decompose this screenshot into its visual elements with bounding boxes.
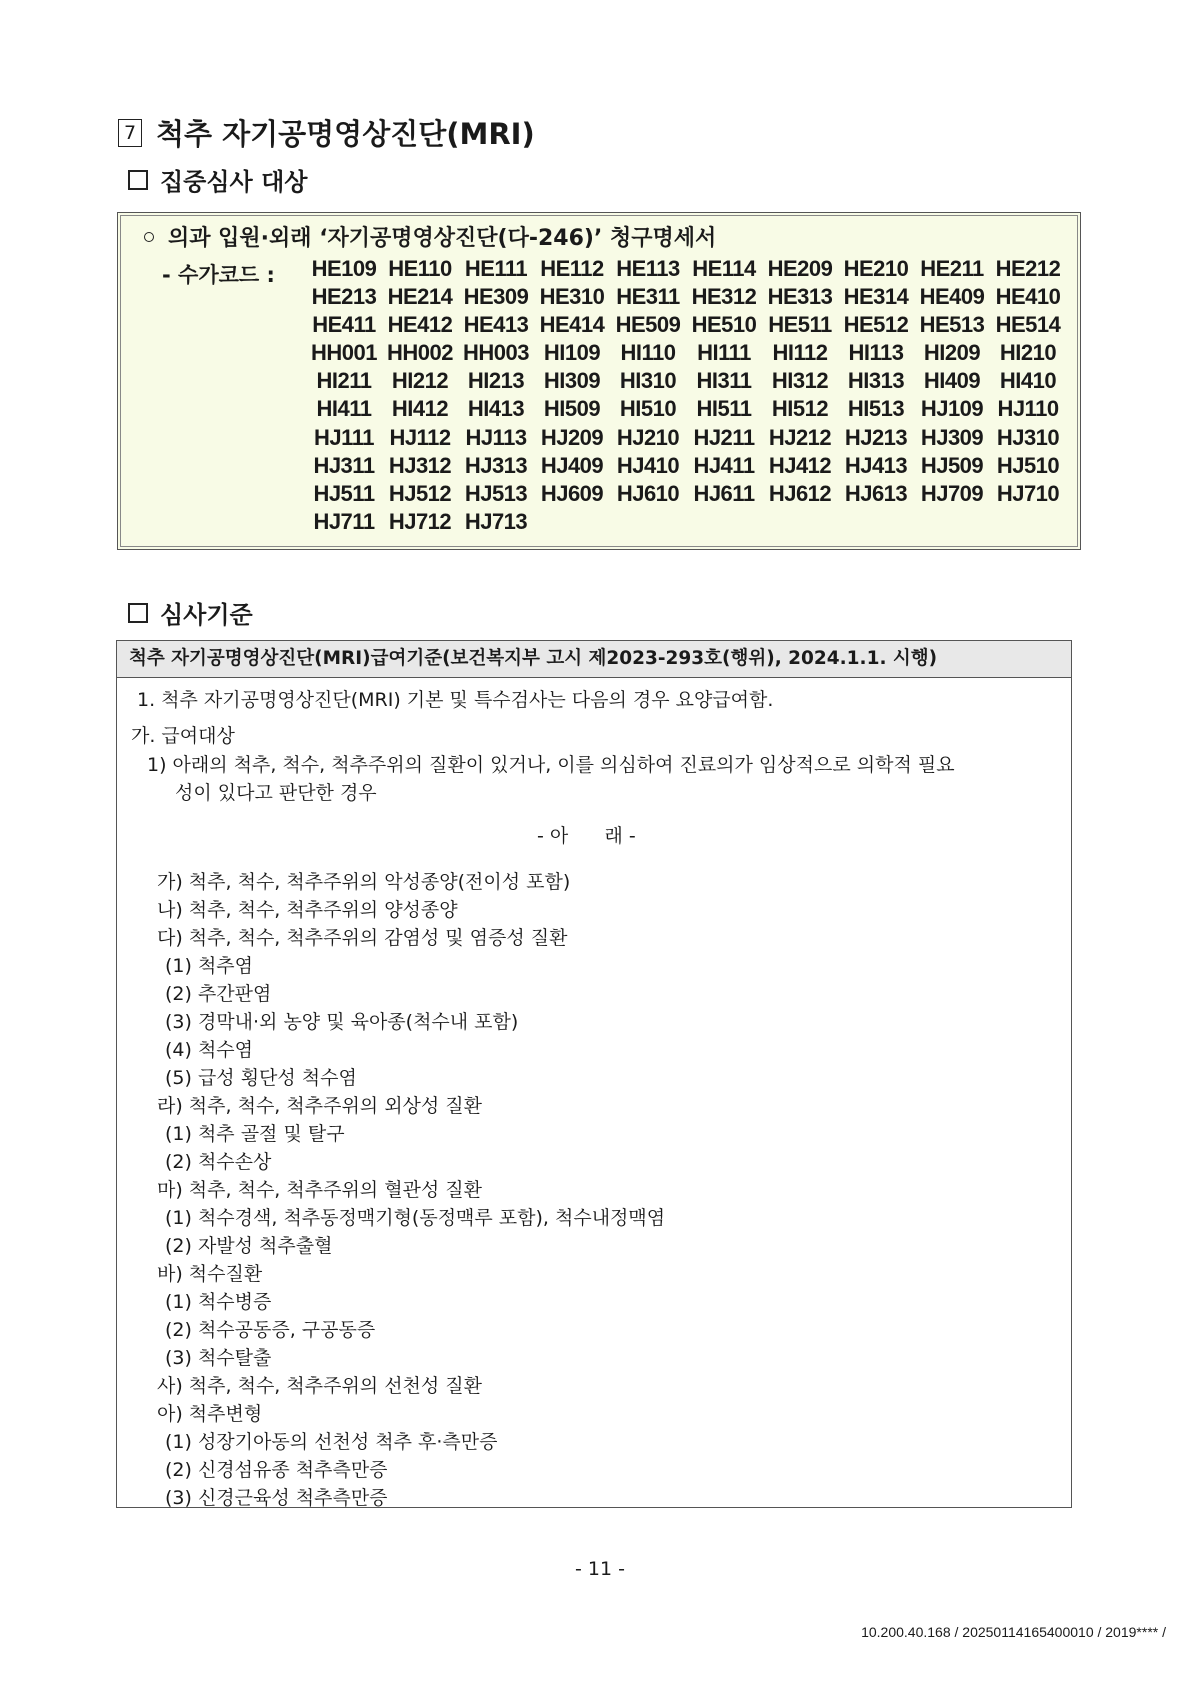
criteria-heading xyxy=(128,595,253,630)
fee-code: HI511 xyxy=(696,396,752,422)
fee-code: HJ109 xyxy=(920,396,984,422)
fee-code: HJ712 xyxy=(388,508,452,534)
code-grid xyxy=(306,257,1066,533)
fee-code: HH003 xyxy=(463,340,529,366)
criteria-line: (4) 척수염 xyxy=(165,1039,254,1061)
checkbox-square-icon xyxy=(128,170,148,190)
fee-code: HJ609 xyxy=(540,480,604,506)
fee-code: HI213 xyxy=(467,368,525,394)
criteria-line: 마) 척추, 척수, 척추주위의 혈관성 질환 xyxy=(157,1179,483,1201)
fee-code: HJ211 xyxy=(693,424,755,450)
fee-code: HE113 xyxy=(616,256,680,281)
intensive-heading xyxy=(128,162,307,197)
fee-code: HJ313 xyxy=(464,452,528,478)
page-number: - 11 - xyxy=(575,1558,625,1580)
fee-code: HI112 xyxy=(772,340,828,366)
fee-code: HJ409 xyxy=(540,452,604,478)
fee-code: HE214 xyxy=(387,284,453,310)
fee-code: HE114 xyxy=(692,256,756,281)
fee-code: HE212 xyxy=(995,256,1061,281)
fee-code: HE409 xyxy=(919,284,985,310)
fee-code: HI211 xyxy=(316,368,372,394)
criteria-line: 1. 척추 자기공명영상진단(MRI) 기본 및 특수검사는 다음의 경우 요양급여함. xyxy=(137,689,774,711)
intensive-target-box xyxy=(117,212,1081,550)
fee-code: HE414 xyxy=(539,312,605,338)
fee-code: HH001 xyxy=(311,340,377,366)
criteria-line: 라) 척추, 척수, 척추주위의 외상성 질환 xyxy=(157,1095,483,1117)
fee-code: HE209 xyxy=(767,256,833,281)
fee-code: HE514 xyxy=(995,312,1061,338)
fee-code: HI509 xyxy=(543,396,601,422)
fee-code: HJ610 xyxy=(616,480,680,506)
intensive-heading-text: 집중심사 대상 xyxy=(160,168,308,196)
fee-code: HI109 xyxy=(543,340,601,366)
fee-code: HH002 xyxy=(387,340,453,366)
criteria-line: 가) 척추, 척수, 척추주위의 악성종양(전이성 포함) xyxy=(157,871,571,893)
fee-code: HJ310 xyxy=(996,424,1060,450)
fee-code: HI310 xyxy=(619,368,677,394)
checkbox-square-icon xyxy=(128,603,148,623)
fee-code: HJ309 xyxy=(920,424,984,450)
fee-code: HE509 xyxy=(615,312,681,338)
fee-code: HE511 xyxy=(768,312,832,338)
criteria-line: (1) 척추 골절 및 탈구 xyxy=(165,1123,345,1145)
claim-text: 의과 입원·외래 ‘자기공명영상진단(다-246)’ 청구명세서 xyxy=(168,226,717,251)
criteria-heading-text: 심사기준 xyxy=(160,601,253,629)
fee-code: HJ611 xyxy=(693,480,755,506)
criteria-line: (1) 성장기아동의 선천성 척추 후·측만증 xyxy=(165,1431,498,1453)
fee-code: HE312 xyxy=(691,284,757,310)
criteria-line: (5) 급성 횡단성 척수염 xyxy=(165,1067,357,1089)
fee-code: HJ513 xyxy=(464,480,528,506)
bullet-circle-icon xyxy=(144,232,154,242)
fee-code: HE111 xyxy=(464,256,528,281)
criteria-line: (2) 추간판염 xyxy=(165,983,272,1005)
fee-code: HJ410 xyxy=(616,452,680,478)
fee-code: HJ110 xyxy=(997,396,1059,422)
section-title xyxy=(118,112,535,153)
fee-code: HI410 xyxy=(999,368,1057,394)
fee-code: HJ509 xyxy=(920,452,984,478)
code-label: - 수가코드 : xyxy=(162,263,275,287)
fee-code: HI111 xyxy=(697,340,751,366)
fee-code: HJ212 xyxy=(768,424,832,450)
fee-code: HJ112 xyxy=(389,424,451,450)
fee-code: HJ512 xyxy=(388,480,452,506)
fee-code: HI412 xyxy=(391,396,449,422)
fee-code: HI209 xyxy=(923,340,981,366)
fee-code: HJ612 xyxy=(768,480,832,506)
fee-code: HJ311 xyxy=(313,452,375,478)
criteria-line: 다) 척추, 척수, 척추주위의 감염성 및 염증성 질환 xyxy=(157,927,568,949)
criteria-line: (3) 경막내·외 농양 및 육아종(척수내 포함) xyxy=(165,1011,519,1033)
fee-code: HE110 xyxy=(388,256,452,281)
criteria-line: - 아 래 - xyxy=(537,825,636,847)
fee-code: HE412 xyxy=(387,312,453,338)
criteria-line: 성이 있다고 판단한 경우 xyxy=(175,782,377,804)
criteria-line: (1) 척수병증 xyxy=(165,1291,272,1313)
fee-code: HJ511 xyxy=(313,480,375,506)
criteria-line: (2) 척수공동증, 구공동증 xyxy=(165,1319,376,1341)
fee-code: HE510 xyxy=(691,312,757,338)
fee-code: HJ213 xyxy=(844,424,908,450)
fee-code: HI409 xyxy=(923,368,981,394)
fee-code: HI313 xyxy=(847,368,905,394)
criteria-line: 가. 급여대상 xyxy=(131,725,235,747)
fee-code: HJ709 xyxy=(920,480,984,506)
fee-code: HE309 xyxy=(463,284,529,310)
criteria-line: (2) 척수손상 xyxy=(165,1151,272,1173)
criteria-line: (1) 척추염 xyxy=(165,955,254,977)
fee-code: HE411 xyxy=(312,312,376,338)
criteria-line: 아) 척추변형 xyxy=(157,1403,263,1425)
section-title-text: 척추 자기공명영상진단(MRI) xyxy=(156,117,535,151)
fee-code: HI212 xyxy=(391,368,449,394)
fee-code: HJ111 xyxy=(314,424,374,450)
fee-code: HJ209 xyxy=(540,424,604,450)
fee-code: HE311 xyxy=(616,284,680,310)
fee-code: HE313 xyxy=(767,284,833,310)
criteria-line: (3) 신경근육성 척추측만증 xyxy=(165,1487,388,1509)
fee-code: HE513 xyxy=(919,312,985,338)
fee-code: HJ510 xyxy=(996,452,1060,478)
criteria-line: 1) 아래의 척추, 척수, 척추주위의 질환이 있거나, 이를 의심하여 진료의가 임상적으로 의학적 필요 xyxy=(147,754,955,776)
fee-code: HI411 xyxy=(316,396,372,422)
fee-code: HI110 xyxy=(620,340,676,366)
criteria-line: (3) 척수탈출 xyxy=(165,1347,272,1369)
fee-code: HJ312 xyxy=(388,452,452,478)
fee-code: HE109 xyxy=(311,256,377,281)
fee-code: HI113 xyxy=(848,340,904,366)
fee-code: HE112 xyxy=(540,256,604,281)
criteria-table xyxy=(116,640,1072,1508)
fee-code: HI311 xyxy=(696,368,752,394)
section-number: 7 xyxy=(118,119,142,147)
fee-code: HE310 xyxy=(539,284,605,310)
fee-code: HI312 xyxy=(771,368,829,394)
fee-code: HI210 xyxy=(999,340,1057,366)
fee-code: HE512 xyxy=(843,312,909,338)
fee-code: HJ413 xyxy=(844,452,908,478)
fee-code: HE211 xyxy=(920,256,984,281)
fee-code: HJ412 xyxy=(768,452,832,478)
fee-code: HI510 xyxy=(619,396,677,422)
table-header: 척추 자기공명영상진단(MRI)급여기준(보건복지부 고시 제2023-293호(행위), 2024.1.1. 시행) xyxy=(117,641,1071,678)
fee-code: HJ113 xyxy=(465,424,527,450)
fee-code: HJ713 xyxy=(464,508,528,534)
criteria-line: (1) 척수경색, 척추동정맥기형(동정맥루 포함), 척수내정맥염 xyxy=(165,1207,666,1229)
fee-code: HJ613 xyxy=(844,480,908,506)
fee-code: HI309 xyxy=(543,368,601,394)
fee-code: HE410 xyxy=(995,284,1061,310)
fee-code: HI512 xyxy=(771,396,829,422)
criteria-line: (2) 자발성 척추출혈 xyxy=(165,1235,333,1257)
fee-code: HJ710 xyxy=(996,480,1060,506)
fee-code: HI513 xyxy=(847,396,905,422)
fee-code: HI413 xyxy=(467,396,525,422)
criteria-line: (2) 신경섬유종 척추측만증 xyxy=(165,1459,388,1481)
fee-code: HJ210 xyxy=(616,424,680,450)
fee-code: HJ411 xyxy=(693,452,755,478)
criteria-line: 사) 척추, 척수, 척추주위의 선천성 질환 xyxy=(157,1375,483,1397)
fee-code: HE413 xyxy=(463,312,529,338)
fee-code: HE210 xyxy=(843,256,909,281)
criteria-line: 바) 척수질환 xyxy=(157,1263,263,1285)
criteria-line: 나) 척추, 척수, 척추주위의 양성종양 xyxy=(157,899,458,921)
footer-id: 10.200.40.168 / 20250114165400010 / 2019**** / xyxy=(861,1624,1166,1640)
fee-code: HE213 xyxy=(311,284,377,310)
claim-line xyxy=(144,221,716,252)
fee-code: HJ711 xyxy=(313,508,375,534)
fee-code: HE314 xyxy=(843,284,909,310)
